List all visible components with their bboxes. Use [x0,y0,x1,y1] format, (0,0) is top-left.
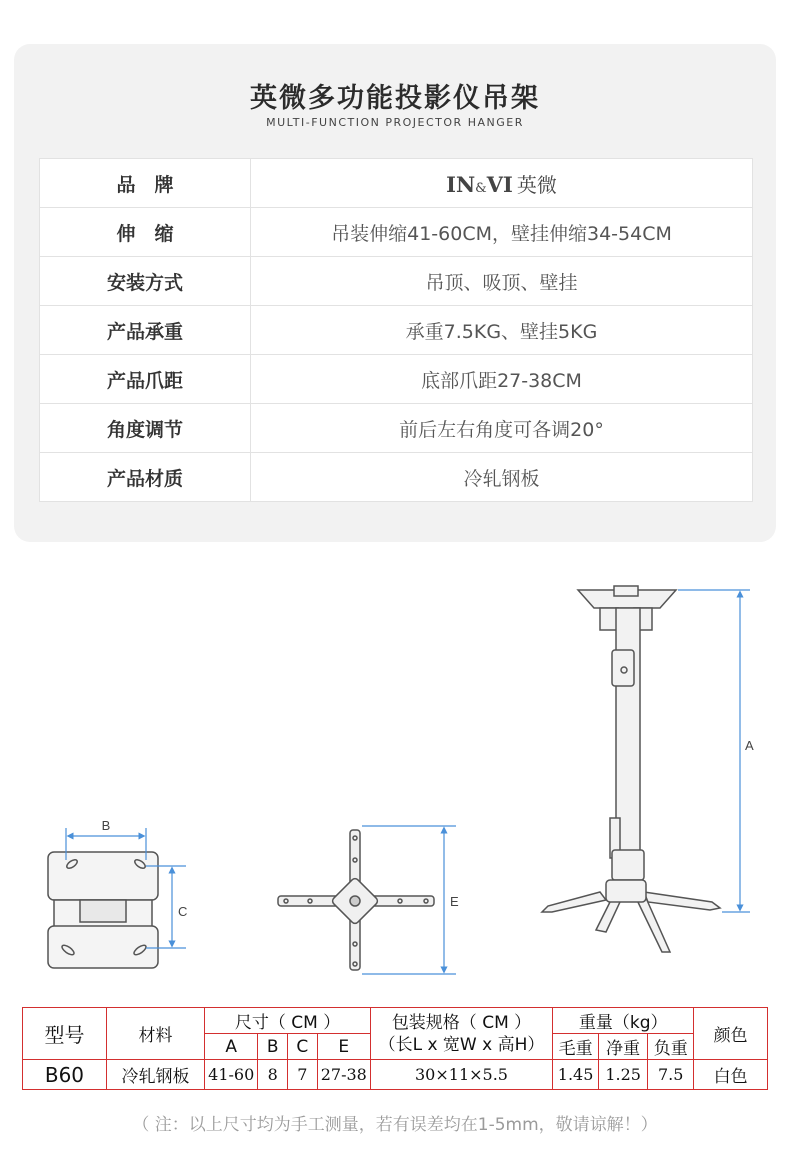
header-size: 尺寸（ CM ） [205,1008,371,1034]
spec-label: 角度调节 [40,404,251,453]
spec-label: 产品承重 [40,306,251,355]
cell-size-a: 41-60 [205,1060,258,1090]
header-size-e: E [317,1034,370,1060]
spec-value: 底部爪距27-38CM [251,355,753,404]
page-title: 英微多功能投影仪吊架 [250,83,540,114]
header-size-b: B [258,1034,288,1060]
hanger-drawing [542,586,720,952]
dimension-a [678,590,750,912]
measurement-note: （ 注：以上尺寸均为手工测量，若有误差均在1-5mm，敬请谅解！） [132,1115,658,1135]
spec-value: 吊顶、吸顶、壁挂 [251,257,753,306]
spec-row [40,208,753,257]
header-package: 包装规格（ CM ） （长L x 宽W x 高H） [370,1008,552,1060]
page-subtitle: MULTI-FUNCTION PROJECTOR HANGER [266,116,524,129]
cell-color: 白色 [694,1060,768,1090]
cell-size-b: 8 [258,1060,288,1090]
cell-load: 7.5 [648,1060,694,1090]
cell-material: 冷轧钢板 [106,1060,204,1090]
header-load: 负重 [648,1034,694,1060]
spec-row [40,355,753,404]
header-size-a: A [205,1034,258,1060]
spec-value: 承重7.5KG、壁挂5KG [251,306,753,355]
spec-row [40,404,753,453]
cell-package: 30×11×5.5 [370,1060,552,1090]
cell-net: 1.25 [599,1060,648,1090]
spec-row [40,306,753,355]
label-c: C [178,904,188,919]
spec-row-brand [40,159,753,208]
header-gross: 毛重 [553,1034,599,1060]
spec-label: 品 牌 [40,159,251,208]
dimension-diagram [0,560,790,1000]
spec-table [39,158,753,502]
spec-value: 冷轧钢板 [251,453,753,502]
header-net: 净重 [599,1034,648,1060]
spec-value: 吊装伸缩41-60CM，壁挂伸缩34-54CM [251,208,753,257]
brand-name: 英微 [516,172,557,197]
cell-size-c: 7 [288,1060,318,1090]
cell-model: B60 [23,1060,107,1090]
model-data-row [23,1060,768,1090]
spec-label: 产品爪距 [40,355,251,404]
header-weight: 重量（kg） [553,1008,694,1034]
model-table [22,1007,768,1090]
header-material: 材料 [106,1008,204,1060]
plate-drawing [48,852,158,968]
spec-row [40,257,753,306]
label-e: E [450,894,459,909]
spec-value: 前后左右角度可各调20° [251,404,753,453]
brand-value [251,159,753,208]
header-color: 颜色 [694,1008,768,1060]
spec-label: 伸 缩 [40,208,251,257]
label-a: A [745,738,754,753]
brand-logo: IN&VI [446,171,513,197]
cross-bracket-drawing [278,830,434,970]
spec-label: 安装方式 [40,257,251,306]
cell-gross: 1.45 [553,1060,599,1090]
spec-label: 产品材质 [40,453,251,502]
header-size-c: C [288,1034,318,1060]
model-header-row [23,1008,768,1034]
spec-row [40,453,753,502]
label-b: B [101,818,111,833]
header-model: 型号 [23,1008,107,1060]
cell-size-e: 27-38 [317,1060,370,1090]
